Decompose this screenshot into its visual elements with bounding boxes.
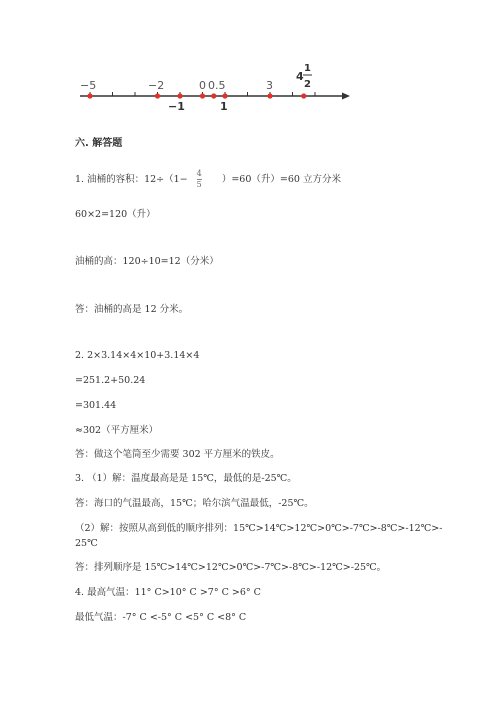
q1-answer: 答：油桶的高是 12 分米。	[75, 304, 189, 315]
q3-answer: 答：排列顺序是 15℃>14℃>12℃>0℃>-7℃>-8℃>-12℃>-25℃。	[75, 562, 387, 573]
mixed-number-denominator: 2	[304, 79, 311, 90]
q1-line-1-part-b: ）=60（升）=60 立方分米	[221, 174, 341, 185]
label-1: 1	[220, 100, 228, 113]
q1-line-2: 60×2=120（升）	[75, 209, 156, 220]
q2-line-1: 2. 2×3.14×4×10+3.14×4	[75, 350, 200, 361]
q3-line-3a: （2）解：按照从高到低的顺序排列：15℃>14℃>12℃>0℃>-7℃>-8℃>-12℃>-	[75, 523, 443, 534]
q1-fraction-denominator: 5	[196, 180, 202, 189]
q1-fraction	[197, 169, 202, 190]
q3-line-3b: 25℃	[75, 538, 98, 549]
section-title: 六. 解答题	[75, 138, 123, 149]
q2-line-3: =301.44	[75, 400, 117, 411]
point-marker	[267, 93, 272, 98]
mixed-number-whole: 4	[296, 70, 304, 83]
point-marker	[211, 93, 216, 98]
point-marker	[301, 93, 306, 98]
q1-fraction-numerator: 4	[196, 169, 202, 178]
number-line-diagram	[70, 58, 370, 113]
point-marker	[222, 93, 227, 98]
q1-line-1	[75, 169, 341, 190]
q4-line-1: 4. 最高气温：11° C>10° C >7° C >6° C	[75, 587, 261, 598]
label-minus-2: −2	[148, 79, 165, 92]
number-line	[70, 58, 370, 113]
label-3: 3	[266, 79, 273, 92]
q3-line-2: 答：海口的气温最高，15℃；哈尔滨气温最低，-25℃。	[75, 498, 314, 509]
label-minus-5: −5	[80, 79, 97, 92]
q2-line-2: =251.2+50.24	[75, 375, 146, 386]
q1-line-3: 油桶的高：120÷10=12（分米）	[75, 256, 219, 267]
point-marker	[87, 93, 92, 98]
q3-line-1: 3. （1）解：温度最高是是 15℃，最低的是-25℃。	[75, 473, 297, 484]
q4-line-2: 最低气温：-7° C <-5° C <5° C <8° C	[75, 612, 247, 623]
q2-line-4: ≈302（平方厘米）	[75, 425, 159, 436]
mixed-number-numerator: 1	[304, 63, 311, 74]
point-marker	[200, 93, 205, 98]
point-marker	[155, 93, 160, 98]
label-0-5: 0.5	[208, 79, 226, 92]
point-marker	[177, 93, 182, 98]
q2-answer: 答：做这个笔筒至少需要 302 平方厘米的铁皮。	[75, 449, 280, 460]
axis-arrow-icon	[342, 93, 350, 100]
label-0: 0	[199, 79, 206, 92]
q1-line-1-part-a: 1. 油桶的容积：12÷（1−	[75, 174, 188, 185]
label-minus-1: −1	[168, 100, 185, 113]
